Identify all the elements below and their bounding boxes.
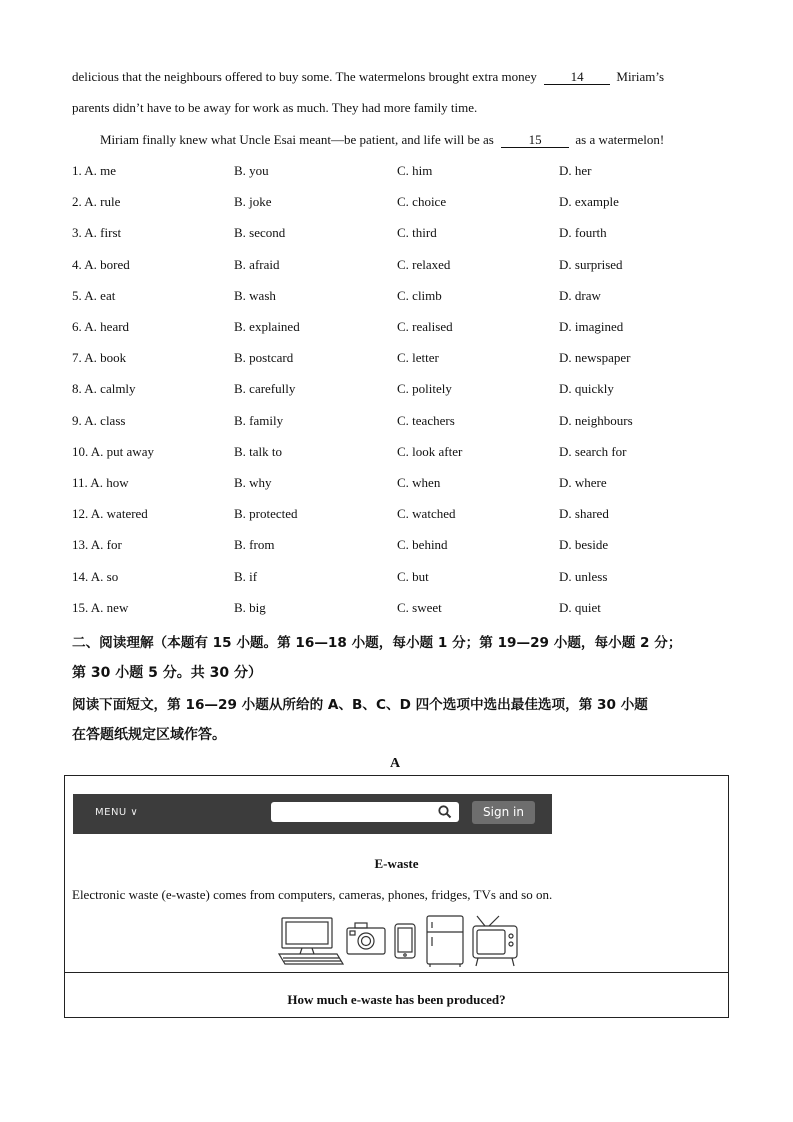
webpage-figure <box>64 775 729 1018</box>
option-6-c: C. realised <box>397 319 453 334</box>
search-input[interactable] <box>271 802 459 822</box>
option-4-a: 4. A. bored <box>72 256 130 272</box>
box-divider <box>65 972 728 973</box>
option-11-b: B. why <box>234 475 272 490</box>
option-9-b: B. family <box>234 412 284 428</box>
option-5-c: C. climb <box>397 287 442 303</box>
section-2-instruction-line-2: 在答题纸规定区域作答。 <box>72 727 226 743</box>
option-12-b: B. protected <box>234 506 298 522</box>
passage-line-3-text: Miriam finally knew what Uncle Esai meant—be patient, and life will be as <box>100 132 494 147</box>
option-4-b: B. afraid <box>234 256 280 272</box>
option-10-b: B. talk to <box>234 443 283 459</box>
fridge-icon <box>427 916 463 967</box>
option-15-b: B. big <box>234 599 266 615</box>
option-10-c: C. look after <box>397 443 463 459</box>
option-8-b: B. carefully <box>234 381 296 397</box>
passage-line-3 <box>100 132 664 148</box>
option-3-b: B. second <box>234 225 286 241</box>
option-13-a: 13. A. for <box>72 537 122 553</box>
option-4-c: C. relaxed <box>397 256 451 272</box>
passage-line-3-tail: as a watermelon! <box>575 132 665 147</box>
phone-icon <box>395 924 415 958</box>
option-15-d: D. quiet <box>559 599 601 615</box>
option-13-b: B. from <box>234 537 275 553</box>
option-6-b: B. explained <box>234 319 300 334</box>
option-11-c: C. when <box>397 475 441 490</box>
option-1-b: B. you <box>234 163 269 178</box>
option-1-d: D. her <box>559 163 592 178</box>
option-11-d: D. where <box>559 475 607 490</box>
option-15-a: 15. A. new <box>72 599 129 615</box>
option-8-a: 8. A. calmly <box>72 381 136 397</box>
option-12-a: 12. A. watered <box>72 506 148 522</box>
option-2-c: C. choice <box>397 194 447 210</box>
option-1-c: C. him <box>397 163 433 178</box>
option-4-d: D. surprised <box>559 256 623 272</box>
option-13-c: C. behind <box>397 537 448 553</box>
passage-label: A <box>390 756 401 771</box>
passage-line-1 <box>72 69 664 85</box>
option-1-a: 1. A. me <box>72 163 117 178</box>
option-13-d: D. beside <box>559 537 609 553</box>
option-6-d: D. imagined <box>559 319 624 334</box>
option-12-c: C. watched <box>397 506 456 522</box>
option-5-a: 5. A. eat <box>72 287 116 303</box>
option-14-a: 14. A. so <box>72 568 119 584</box>
option-9-d: D. neighbours <box>559 412 633 428</box>
computer-icon <box>279 918 343 964</box>
section-2-instruction-line-1: 阅读下面短文，第 16—29 小题从所给的 A、B、C、D 四个选项中选出最佳选项，第 30 小题 <box>72 697 648 713</box>
option-10-d: D. search for <box>559 443 627 459</box>
blank-15: 15 <box>501 133 569 148</box>
option-2-d: D. example <box>559 194 619 210</box>
passage-line-2: parents didn’t have to be away for work as much. They had more family time. <box>72 100 478 115</box>
option-2-b: B. joke <box>234 194 272 210</box>
menu-button[interactable]: MENU ∨ <box>95 807 139 818</box>
option-14-c: C. but <box>397 568 429 584</box>
option-8-d: D. quickly <box>559 381 614 397</box>
option-7-b: B. postcard <box>234 350 294 366</box>
option-5-d: D. draw <box>559 287 601 303</box>
option-6-a: 6. A. heard <box>72 319 130 334</box>
option-15-c: C. sweet <box>397 599 442 615</box>
sign-in-button[interactable]: Sign in <box>472 801 535 824</box>
device-icons <box>277 914 521 968</box>
option-7-c: C. letter <box>397 350 439 366</box>
option-3-a: 3. A. first <box>72 225 122 241</box>
ewaste-question: How much e-waste has been produced? <box>287 992 506 1007</box>
option-7-d: D. newspaper <box>559 350 631 366</box>
option-3-d: D. fourth <box>559 225 607 241</box>
option-2-a: 2. A. rule <box>72 194 121 210</box>
navigation-bar <box>73 794 552 834</box>
ewaste-description: Electronic waste (e-waste) comes from computers, cameras, phones, fridges, TVs and so on. <box>72 887 553 902</box>
option-14-b: B. if <box>234 568 258 584</box>
camera-icon <box>347 923 385 954</box>
option-14-d: D. unless <box>559 568 608 584</box>
option-3-c: C. third <box>397 225 437 241</box>
blank-14: 14 <box>544 70 610 85</box>
option-12-d: D. shared <box>559 506 609 522</box>
section-2-heading-line-2: 第 30 小题 5 分。共 30 分） <box>72 665 262 681</box>
ewaste-title: E-waste <box>374 856 419 871</box>
option-10-a: 10. A. put away <box>72 443 154 459</box>
tv-icon <box>473 916 517 966</box>
option-5-b: B. wash <box>234 287 276 303</box>
option-8-c: C. politely <box>397 381 452 397</box>
passage-line-1-tail: Miriam’s <box>616 69 665 84</box>
option-11-a: 11. A. how <box>72 475 129 490</box>
search-icon[interactable] <box>437 804 453 820</box>
option-9-a: 9. A. class <box>72 412 126 428</box>
option-7-a: 7. A. book <box>72 350 127 366</box>
section-2-heading-line-1: 二、阅读理解（本题有 15 小题。第 16—18 小题，每小题 1 分；第 19—29 小题，每小题 2 分； <box>72 635 682 651</box>
passage-line-1-text: delicious that the neighbours offered to buy some. The watermelons brought extra money <box>72 69 537 84</box>
option-9-c: C. teachers <box>397 412 455 428</box>
